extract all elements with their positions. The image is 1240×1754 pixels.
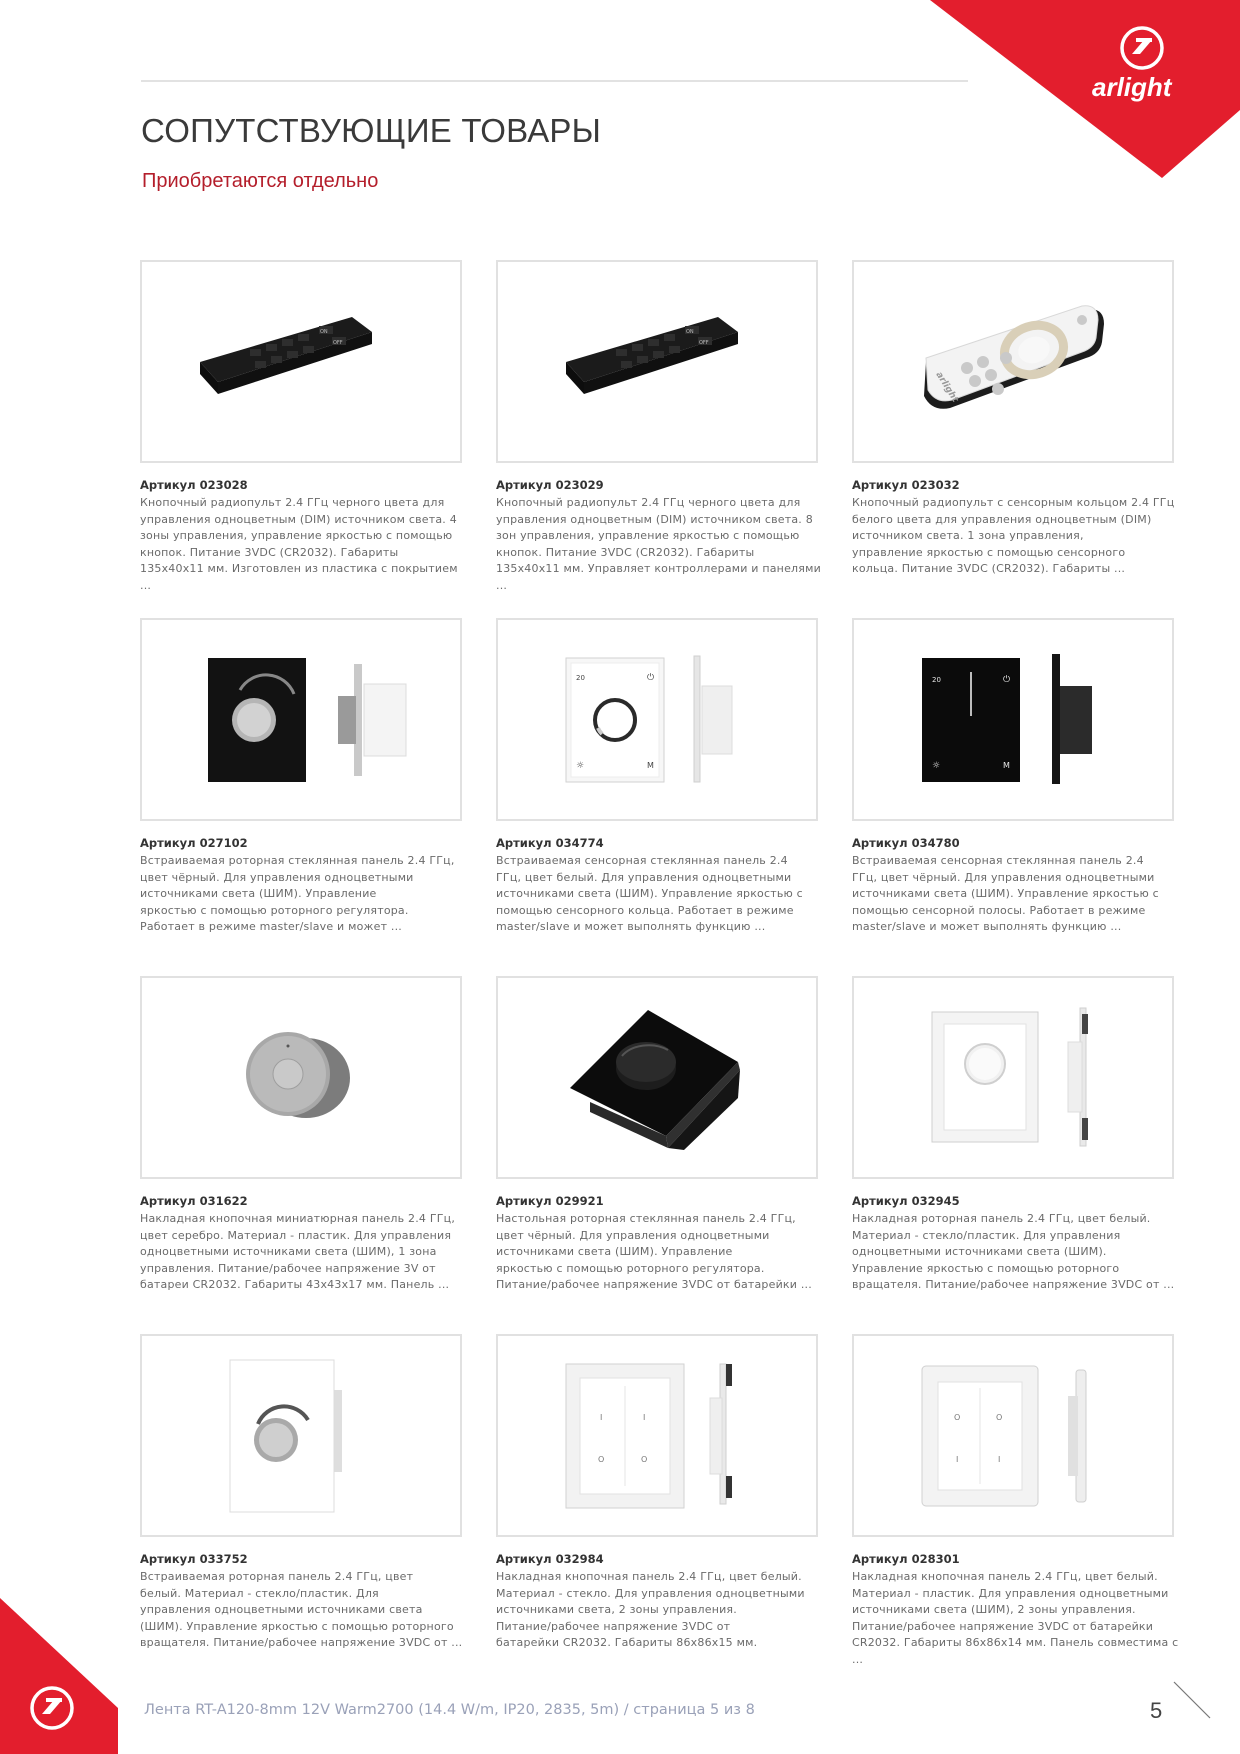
product-image-frame[interactable] (140, 1334, 462, 1537)
product-description: Встраиваемая сенсорная стеклянная панель 2.4 ГГц, цвет чёрный. Для управления одноцветными источниками света (ШИМ). Управление яркостью с помощью сенсорной полосы. Работает в режиме master/slave и может выполнять функцию ... (852, 854, 1159, 934)
white-rotary-glass-image (854, 978, 1172, 1177)
product-article: Артикул 032945 (852, 1194, 960, 1208)
svg-text:O: O (996, 1413, 1003, 1422)
svg-text:O: O (641, 1455, 648, 1464)
product-article: Артикул 034774 (496, 836, 604, 850)
svg-text:M: M (1003, 761, 1010, 770)
product-image-frame[interactable] (140, 260, 462, 463)
product-description: Кнопочный радиопульт 2.4 ГГц черного цвета для управления одноцветным (DIM) источником света. 4 зоны управления, управление яркостью с помощью кнопок. Питание 3VDC (CR2032). Габариты 135x40x11 мм. Изготовлен из пластика с покрытием ... (140, 496, 458, 592)
page-number: 5 (1150, 1698, 1163, 1723)
svg-text:arlight: arlight (1092, 72, 1172, 102)
footer-caption: Лента RT-A120-8mm 12V Warm2700 (14.4 W/m, IP20, 2835, 5m) / страница 5 из 8 (144, 1702, 755, 1718)
product-article: Артикул 031622 (140, 1194, 248, 1208)
svg-text:OFF: OFF (699, 340, 709, 346)
page-subtitle: Приобретаются отдельно (142, 170, 379, 192)
product-image-frame[interactable] (496, 976, 818, 1179)
svg-text:I: I (643, 1413, 646, 1422)
black-touch-panel-image (854, 620, 1172, 819)
svg-text:M: M (647, 761, 654, 770)
product-article: Артикул 023029 (496, 478, 604, 492)
product-image-frame[interactable] (140, 618, 462, 821)
product-article: Артикул 029921 (496, 1194, 604, 1208)
svg-text:ON: ON (686, 329, 694, 335)
product-article: Артикул 032984 (496, 1552, 604, 1566)
svg-text:O: O (954, 1413, 961, 1422)
product-image-frame[interactable] (140, 976, 462, 1179)
product-article: Артикул 028301 (852, 1552, 960, 1566)
product-article: Артикул 023028 (140, 478, 248, 492)
product-article: Артикул 023032 (852, 478, 960, 492)
white-rotary-panel-image (142, 1336, 460, 1535)
product-image-frame[interactable] (496, 260, 818, 463)
product-image-frame[interactable] (852, 976, 1174, 1179)
product-article: Артикул 033752 (140, 1552, 248, 1566)
svg-text:arlight: arlight (933, 370, 960, 405)
svg-text:⏻: ⏻ (1003, 675, 1011, 685)
brand-corner-triangle (930, 0, 1240, 178)
white-touch-panel-image (498, 620, 816, 819)
svg-text:I: I (998, 1455, 1001, 1464)
silver-mini-button-image (142, 978, 460, 1177)
page-title: СОПУТСТВУЮЩИЕ ТОВАРЫ (141, 112, 602, 149)
product-description: Накладная кнопочная панель 2.4 ГГц, цвет белый. Материал - стекло. Для управления одноцветными источниками света, 2 зоны управления. Питание/рабочее напряжение 3VDC от батарейки CR2032. Габариты 86x86x15 мм. (496, 1570, 805, 1650)
svg-text:I: I (956, 1455, 959, 1464)
product-description: Встраиваемая роторная стеклянная панель 2.4 ГГц, цвет чёрный. Для управления одноцветными источниками света (ШИМ). Управление яркостью с помощью роторного регулятора. Работает в режиме master/slave и может ... (140, 854, 455, 934)
product-image-frame[interactable] (496, 1334, 818, 1537)
product-description: Встраиваемая роторная панель 2.4 ГГц, цвет белый. Материал - стекло/пластик. Для управления одноцветными источниками света (ШИМ). Управление яркостью с помощью роторного вращателя. Питание/рабочее напряжение 3VDC от ... (140, 1570, 463, 1650)
product-description: Накладная роторная панель 2.4 ГГц, цвет белый. Материал - стекло/пластик. Для управления одноцветными источниками света (ШИМ). Управление яркостью с помощью роторного вращателя. Питание/рабочее напряжение 3VDC от ... (852, 1212, 1175, 1292)
svg-text:⏻: ⏻ (647, 673, 655, 683)
svg-text:O: O (598, 1455, 605, 1464)
svg-text:ON: ON (320, 329, 328, 335)
product-description: Встраиваемая сенсорная стеклянная панель 2.4 ГГц, цвет белый. Для управления одноцветными источниками света (ШИМ). Управление яркостью с помощью сенсорного кольца. Работает в режиме master/slave и может выполнять функцию ... (496, 854, 803, 934)
page-corner-line (1172, 1680, 1212, 1720)
product-image-frame[interactable] (496, 618, 818, 821)
product-image-frame[interactable] (852, 618, 1174, 821)
product-article: Артикул 027102 (140, 836, 248, 850)
brand-corner-bottom (0, 1598, 118, 1754)
product-description: Накладная кнопочная панель 2.4 ГГц, цвет белый. Материал - пластик. Для управления одноцветными источниками света (ШИМ), 2 зоны управления. Питание/рабочее напряжение 3VDC от батарейки CR2032. Габариты 86x86x14 мм. Панель совместима с ... (852, 1570, 1179, 1666)
svg-text:☼: ☼ (932, 761, 941, 771)
svg-text:20: 20 (576, 674, 585, 682)
product-image-frame[interactable] (852, 260, 1174, 463)
black-desk-rotary-image (498, 978, 816, 1177)
header-rule (141, 80, 968, 82)
black-rotary-panel-image (142, 620, 460, 819)
black-remote-8zone-image (498, 262, 816, 461)
svg-text:I: I (600, 1413, 603, 1422)
white-ring-remote-image (854, 262, 1172, 461)
svg-text:☼: ☼ (576, 761, 585, 771)
product-image-frame[interactable] (852, 1334, 1174, 1537)
black-remote-4zone-image (142, 262, 460, 461)
product-description: Накладная кнопочная миниатюрная панель 2.4 ГГц, цвет серебро. Материал - пластик. Для управления одноцветными источниками света (ШИМ), 1 зона управления. Питание/рабочее напряжение 3V от батареи CR2032. Габариты 43x43x17 мм. Панель ... (140, 1212, 456, 1292)
product-description: Кнопочный радиопульт 2.4 ГГц черного цвета для управления одноцветным (DIM) источником света. 8 зон управления, управление яркостью с помощью кнопок. Питание 3VDC (CR2032). Габариты 135x40x11 мм. Управляет контроллерами и панелями ... (496, 496, 821, 592)
product-description: Кнопочный радиопульт с сенсорным кольцом 2.4 ГГц белого цвета для управления одноцветным (DIM) источником света. 1 зона управления, управление яркостью с помощью сенсорного кольца. Питание 3VDC (CR2032). Габариты ... (852, 496, 1175, 576)
product-article: Артикул 034780 (852, 836, 960, 850)
svg-text:20: 20 (932, 676, 941, 684)
svg-text:OFF: OFF (333, 340, 343, 346)
white-button-glass-image (498, 1336, 816, 1535)
white-button-plastic-image (854, 1336, 1172, 1535)
product-description: Настольная роторная стеклянная панель 2.4 ГГц, цвет чёрный. Для управления одноцветными источниками света (ШИМ). Управление яркостью с помощью роторного регулятора. Питание/рабочее напряжение 3VDC от батарейки ... (496, 1212, 812, 1292)
